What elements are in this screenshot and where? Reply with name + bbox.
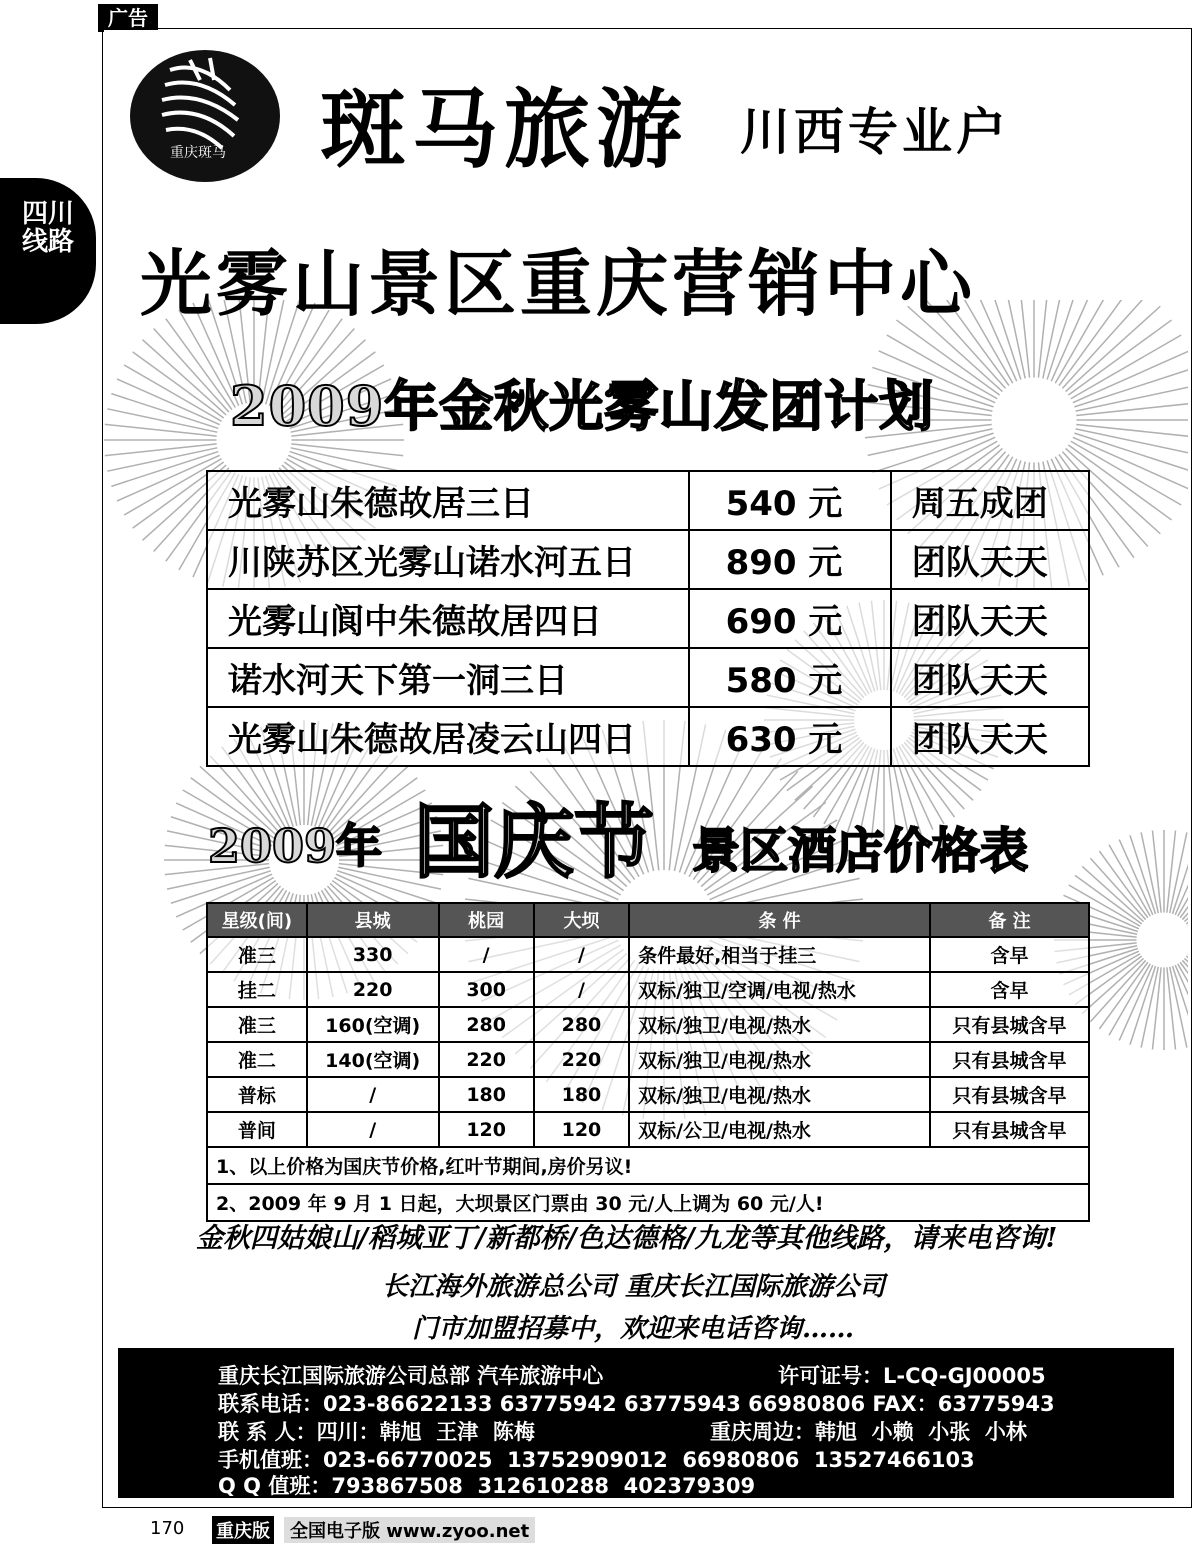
zebra-logo <box>130 50 280 182</box>
hotel-cell: 120 <box>534 1112 629 1147</box>
footer-mobile: 手机值班：023-66770025 13752909012 66980806 13527466103 <box>218 1444 975 1474</box>
hotel-price-table <box>206 902 1090 1222</box>
tour-schedule: 团队天天 <box>891 707 1089 766</box>
hotel-cell: / <box>307 1112 439 1147</box>
brand-name: 斑马旅游 <box>320 60 688 184</box>
tour-name: 诺水河天下第一洞三日 <box>207 648 689 707</box>
hotel-header-cell: 县城 <box>307 903 439 937</box>
hotel-cell: 330 <box>307 937 439 972</box>
tour-price-table <box>206 470 1090 767</box>
promo-franchise: 门市加盟招募中，欢迎来电话咨询…… <box>412 1308 854 1345</box>
hotel-row <box>207 1112 1089 1147</box>
hotel-row <box>207 937 1089 972</box>
tour-name: 川陕苏区光雾山诺水河五日 <box>207 530 689 589</box>
hotel-cell: 220 <box>439 1042 534 1077</box>
hotel-cell: 只有县城含早 <box>930 1077 1089 1112</box>
hotel-cell: 220 <box>307 972 439 1007</box>
tour-price: 890 元 <box>689 530 891 589</box>
hotel-note: 1、以上价格为国庆节价格,红叶节期间,房价另议! <box>207 1147 1089 1184</box>
hotel-cell: 只有县城含早 <box>930 1112 1089 1147</box>
hotel-cell: 含早 <box>930 972 1089 1007</box>
hotel-cell: 双标/独卫/空调/电视/热水 <box>629 972 930 1007</box>
hotel-cell: / <box>439 937 534 972</box>
hotel-cell: 双标/独卫/电视/热水 <box>629 1007 930 1042</box>
hotel-cell: 挂二 <box>207 972 307 1007</box>
hotel-cell: 条件最好,相当于挂三 <box>629 937 930 972</box>
hotel-note-row <box>207 1147 1089 1184</box>
tour-price: 540 元 <box>689 471 891 530</box>
hotel-note: 2、2009 年 9 月 1 日起，大坝景区门票由 30 元/人上调为 60 元/人! <box>207 1184 1089 1221</box>
hotel-cell: 双标/独卫/电视/热水 <box>629 1077 930 1112</box>
hotel-header-cell: 大坝 <box>534 903 629 937</box>
tour-row <box>207 707 1089 766</box>
promo-routes: 金秋四姑娘山/稻城亚丁/新都桥/色达德格/九龙等其他线路，请来电咨询! <box>196 1216 1057 1255</box>
hotel-cell: 300 <box>439 972 534 1007</box>
tour-row <box>207 530 1089 589</box>
hotel-cell: 160(空调) <box>307 1007 439 1042</box>
hotel-cell: 双标/公卫/电视/热水 <box>629 1112 930 1147</box>
tour-row <box>207 589 1089 648</box>
promo-companies: 长江海外旅游总公司 重庆长江国际旅游公司 <box>382 1266 885 1303</box>
hotel-cell: 准三 <box>207 937 307 972</box>
hotel-cell: / <box>307 1077 439 1112</box>
plan-title: 2009年金秋光雾山发团计划 <box>230 364 934 441</box>
hotel-cell: 双标/独卫/电视/热水 <box>629 1042 930 1077</box>
tour-schedule: 团队天天 <box>891 648 1089 707</box>
hotel-cell: 准二 <box>207 1042 307 1077</box>
hotel-row <box>207 1077 1089 1112</box>
footer-license: 许可证号：L-CQ-GJ00005 <box>778 1360 1046 1390</box>
hotel-cell: 220 <box>534 1042 629 1077</box>
brand-subtitle: 川西专业户 <box>740 92 1010 164</box>
hotel-header-cell: 桃园 <box>439 903 534 937</box>
tour-name: 光雾山朱德故居凌云山四日 <box>207 707 689 766</box>
footer-contacts-chongqing: 重庆周边：韩旭 小赖 小张 小林 <box>710 1416 1027 1446</box>
hotel-cell: / <box>534 972 629 1007</box>
hotel-cell: 只有县城含早 <box>930 1007 1089 1042</box>
page-number: 170 <box>150 1518 184 1539</box>
hotel-cell: 120 <box>439 1112 534 1147</box>
hotel-cell: 含早 <box>930 937 1089 972</box>
footer-company: 重庆长江国际旅游公司总部 汽车旅游中心 <box>218 1360 603 1390</box>
side-tab-label: 四川线路 <box>22 200 74 256</box>
hotel-cell: 280 <box>534 1007 629 1042</box>
tour-name: 光雾山朱德故居三日 <box>207 471 689 530</box>
hotel-row <box>207 1042 1089 1077</box>
tour-name: 光雾山阆中朱德故居四日 <box>207 589 689 648</box>
footer-contacts-sichuan: 联 系 人：四川：韩旭 王津 陈梅 <box>218 1416 535 1446</box>
hotel-header-cell: 条 件 <box>629 903 930 937</box>
tour-price: 690 元 <box>689 589 891 648</box>
hotel-row <box>207 1007 1089 1042</box>
logo-caption: 重庆斑马 <box>170 142 226 162</box>
contact-footer <box>118 1348 1174 1498</box>
tour-schedule: 团队天天 <box>891 589 1089 648</box>
tour-schedule: 周五成团 <box>891 471 1089 530</box>
hotel-cell: / <box>534 937 629 972</box>
hotel-row <box>207 972 1089 1007</box>
hotel-cell: 280 <box>439 1007 534 1042</box>
hotel-header-cell: 备 注 <box>930 903 1089 937</box>
tour-price: 630 元 <box>689 707 891 766</box>
footer-qq: Q Q 值班：793867508 312610288 402379309 <box>218 1470 755 1500</box>
footer-phone: 联系电话：023-86622133 63775942 63775943 66980806 FAX：63775943 <box>218 1388 1055 1418</box>
tour-schedule: 团队天天 <box>891 530 1089 589</box>
tour-row <box>207 471 1089 530</box>
national-day-suffix: 景区酒店价格表 <box>692 812 1028 881</box>
hotel-cell: 140(空调) <box>307 1042 439 1077</box>
site-url: 全国电子版 www.zyoo.net <box>284 1517 535 1543</box>
hotel-cell: 只有县城含早 <box>930 1042 1089 1077</box>
hotel-cell: 普标 <box>207 1077 307 1112</box>
hotel-cell: 普间 <box>207 1112 307 1147</box>
national-day-prefix: 2009年 <box>208 810 382 876</box>
zebra-icon <box>130 50 280 182</box>
hotel-cell: 180 <box>534 1077 629 1112</box>
ad-tag: 广告 <box>98 4 158 32</box>
hotel-cell: 180 <box>439 1077 534 1112</box>
tour-row <box>207 648 1089 707</box>
tour-price: 580 元 <box>689 648 891 707</box>
national-day-title: 国庆节 <box>414 778 654 893</box>
edition-tag: 重庆版 <box>212 1516 274 1544</box>
hotel-cell: 准三 <box>207 1007 307 1042</box>
hotel-header-cell: 星级(间) <box>207 903 307 937</box>
headline: 光雾山景区重庆营销中心 <box>140 226 976 330</box>
